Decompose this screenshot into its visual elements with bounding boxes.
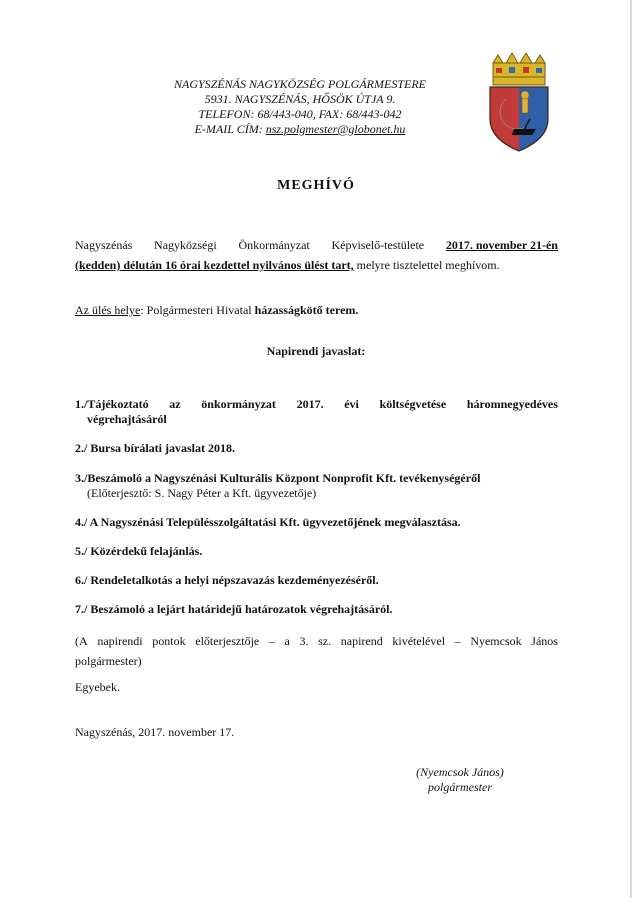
agenda-item-1-continuation: végrehajtásáról (87, 412, 167, 426)
word: pontok (152, 634, 186, 648)
word: az (169, 397, 181, 411)
word: napirend (340, 634, 383, 648)
word: Önkormányzat (238, 238, 310, 252)
place-label: Az ülés helye (75, 303, 141, 317)
letterhead (140, 77, 460, 137)
invitation-text (75, 235, 558, 275)
letterhead-email (140, 122, 460, 137)
word: sz. (318, 634, 332, 648)
word: 2017. (296, 397, 324, 411)
meeting-time: (kedden) délután 16 órai kezdettel nyilvános ülést tart, (75, 258, 354, 272)
word: háromnegyedéves (466, 397, 558, 411)
signatory-role: polgármester (428, 780, 492, 794)
invitation-tail: melyre tisztelettel meghívom. (353, 258, 500, 272)
letterhead-address: 5931. NAGYSZÉNÁS, HŐSÖK ÚTJA 9. (204, 92, 396, 106)
word: évi (344, 397, 359, 411)
agenda-item-7: 7./ Beszámoló a lejárt határidejű határozatok végrehajtásáról. (75, 602, 393, 616)
page-title: MEGHÍVÓ (277, 178, 355, 193)
document-date: Nagyszénás, 2017. november 17. (75, 725, 235, 739)
word: (A (75, 634, 88, 648)
word: 3. (299, 634, 309, 648)
word: Nagyközségi (154, 238, 217, 252)
letterhead-phone: TELEFON: 68/443-040, FAX: 68/443-042 (198, 107, 402, 121)
coat-of-arms-icon (484, 53, 554, 153)
word: önkormányzat (201, 397, 276, 411)
meeting-place (75, 302, 358, 318)
word: Képviselő-testülete (331, 238, 425, 252)
agenda-heading: Napirendi javaslat: (266, 344, 366, 358)
agenda-item-1 (75, 397, 558, 427)
invitation-line-2 (75, 255, 558, 275)
word: napirendi (97, 634, 143, 648)
agenda-item-6: 6./ Rendeletalkotás a helyi népszavazás kezdeményezéséről. (75, 573, 379, 587)
letterhead-org: NAGYSZÉNÁS NAGYKÖZSÉG POLGÁRMESTERE (173, 77, 426, 91)
meeting-date: 2017. november 21-én (445, 238, 558, 252)
agenda-item-2: 2./ Bursa bírálati javaslat 2018. (75, 441, 236, 455)
word: János (531, 634, 558, 648)
signature-block (400, 765, 520, 795)
presenter-note (75, 631, 558, 671)
agenda-item-4: 4./ A Nagyszénási Településszolgáltatási Kft. ügyvezetőjének megválasztása. (75, 515, 461, 529)
place-room: házasságkötő terem. (254, 303, 359, 317)
place-text: Polgármesteri Hivatal (143, 303, 255, 317)
word: – (454, 634, 461, 648)
word: kivételével (392, 634, 446, 648)
word: Nagyszénás (75, 238, 133, 252)
presenter-note-continuation: polgármester) (75, 654, 142, 668)
word: a (284, 634, 290, 648)
agenda-item-3-text: 3./Beszámoló a Nagyszénási Kulturális Központ Nonprofit Kft. tevékenységéről (75, 471, 481, 485)
word: 1./Tájékoztató (75, 397, 149, 411)
agenda-item-3-presenter: (Előterjesztő: S. Nagy Péter a Kft. ügyvezetője) (87, 486, 317, 500)
invitation-line-1 (75, 235, 558, 255)
agenda-item-3 (75, 471, 558, 501)
agenda-item-5: 5./ Közérdekű felajánlás. (75, 544, 203, 558)
word: Nyemcsok (470, 634, 522, 648)
place-colon: : (140, 303, 144, 317)
other-items: Egyebek. (75, 680, 120, 694)
email-link[interactable]: nsz.polgmester@globonet.hu (265, 122, 406, 136)
email-label: E-MAIL CÍM: (194, 122, 263, 136)
signatory-name: (Nyemcsok János) (416, 765, 504, 779)
word: költségvetése (379, 397, 447, 411)
word: – (268, 634, 275, 648)
word: előterjesztője (195, 634, 260, 648)
